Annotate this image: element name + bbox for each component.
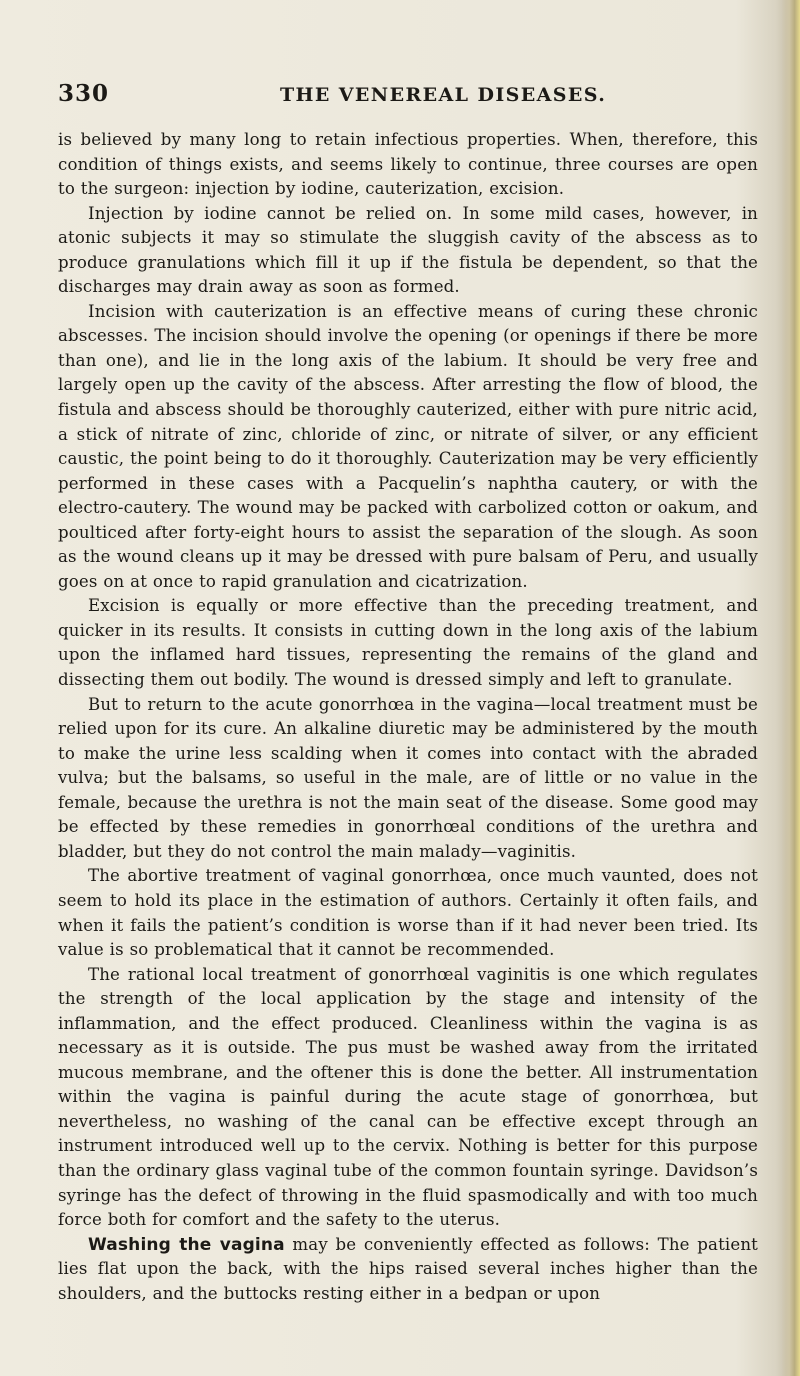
running-head: THE VENEREAL DISEASES.	[280, 84, 607, 106]
page-edge	[782, 0, 800, 1376]
body-text	[58, 128, 758, 1306]
paragraph-continuation: is believed by many long to retain infectious properties. When, therefore, this condition of things exists, and seems likely to continue, three courses are open to the surgeon: injection by iodine, cauterization, excision.	[58, 130, 758, 199]
paragraph-abortive-treatment: The abortive treatment of vaginal gonorrhœa, once much vaunted, does not seem to hold its place in the estimation of authors. Certainly it often fails, and when it fails the patient’s condition is worse than if it had never been tried. Its value is so problematical that it cannot be recommended.	[58, 866, 758, 960]
runin-heading: Washing the vagina	[88, 1234, 285, 1255]
paragraph-incision: Incision with cauterization is an effective means of curing these chronic abscesses. The incision should involve the opening (or openings if there be more than one), and lie in the long axis of the labium. It should be very free and largely open up the cavity of the abscess. After arresting the flow of blood, the fistula and abscess should be thoroughly cauterized, either with pure nitric acid, a stick of nitrate of zinc, chloride of zinc, or nitrate of silver, or any efficient caustic, the point being to do it thoroughly. Cauterization may be very efficiently performed in these cases with a Pacquelin’s naphtha cautery, or with the electro-cautery. The wound may be packed with carbolized cotton or oakum, and poulticed after forty-eight hours to assist the separation of the slough. As soon as the wound cleans up it may be dressed with pure balsam of Peru, and usually goes on at once to rapid granulation and cicatrization.	[58, 301, 758, 591]
page-number: 330	[58, 80, 110, 107]
paragraph-excision: Excision is equally or more effective than the preceding treatment, and quicker in its results. It consists in cutting down in the long axis of the labium upon the inflamed hard tissues, representing the remains of the gland and dissecting them out bodily. The wound is dressed simply and left to granulate.	[58, 596, 758, 690]
paragraph-injection: Injection by iodine cannot be relied on. In some mild cases, however, in atonic subjects it may so stimulate the sluggish cavity of the abscess as to produce granulations which fill it up if the fistula be dependent, so that the discharges may drain away as soon as formed.	[58, 203, 758, 297]
page-header	[58, 80, 748, 112]
paragraph-washing	[58, 1233, 758, 1307]
paragraph-acute-gonorrhoea: But to return to the acute gonorrhœa in the vagina—local treatment must be relied upon for its cure. An alkaline diuretic may be administered by the mouth to make the urine less scalding when it comes into contact with the abraded vulva; but the balsams, so useful in the male, are of little or no value in the female, because the urethra is not the main seat of the disease. Some good may be effected by these remedies in gonorrhœal conditions of the urethra and bladder, but they do not control the main malady—vaginitis.	[58, 694, 758, 861]
paragraph-washing-text: may be conveniently effected as follows: The patient lies flat upon the back, with the hips raised several inches higher than the shoulders, and the buttocks resting either in a bedpan or upon	[58, 1234, 758, 1303]
paragraph-rational-treatment: The rational local treatment of gonorrhœal vaginitis is one which regulates the strength of the local application by the stage and intensity of the inflammation, and the effect produced. Cleanliness within the vagina is as necessary as it is outside. The pus must be washed away from the irritated mucous membrane, and the oftener this is done the better. All instrumentation within the vagina is painful during the acute stage of gonorrhœa, but nevertheless, no washing of the canal can be effective except through an instrument introduced well up to the cervix. Nothing is better for this purpose than the ordinary glass vaginal tube of the common fountain syringe. Davidson’s syringe has the defect of throwing in the fluid spasmodically and with too much force both for comfort and the safety to the uterus.	[58, 964, 758, 1230]
